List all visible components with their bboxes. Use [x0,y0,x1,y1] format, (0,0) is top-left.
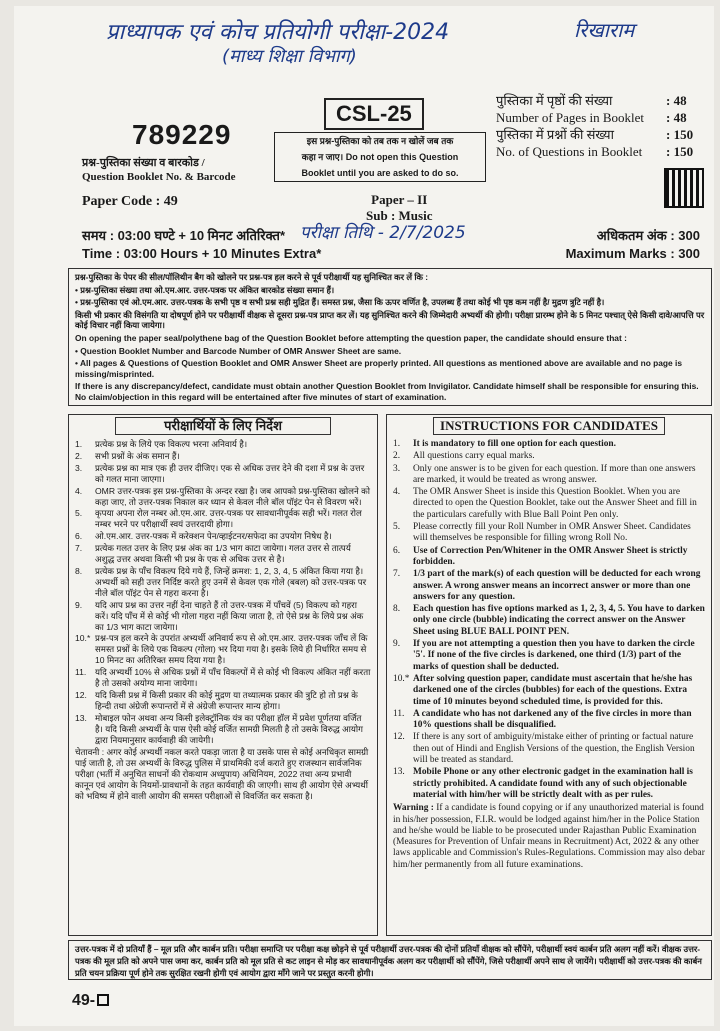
hindi-instructions-title: परीक्षार्थियों के लिए निर्देश [115,417,331,435]
item-number: 10.* [75,633,91,644]
notice-line-1: इस प्रश्न-पुस्तिका को तब तक न खोलें जब तक [306,136,454,146]
list-item [75,690,371,712]
handwritten-exam-title: प्राध्यापक एवं कोच प्रतियोगी परीक्षा-2024 [106,20,450,45]
item-number: 1. [75,439,83,449]
booklet-info [496,92,708,160]
item-text: ओ.एम.आर. उत्तर-पत्रक में करेक्शन पेन/व्हाईटनर/सफेदा का उपयोग निषेध है। [95,531,332,542]
item-number: 6. [75,531,83,542]
item-number: 7. [75,543,83,554]
item-number: 4. [393,487,401,498]
item-number: 13. [75,712,87,723]
list-item [75,439,371,450]
item-text: All questions carry equal marks. [413,451,535,462]
item-text: Please correctly fill your Roll Number in OMR Answer Sheet. Candidates will themselves be responsible for filling wrong Roll No. [413,522,691,544]
item-text: If you are not attempting a question then you have to darken the circle '5'. If none of the five circles is darkened, one third (1/3) part of the marks of question shall be deducted. [413,639,695,672]
english-warning: Warning : If a candidate is found copying or if any unauthorized material is found in his/her possession, F.I.R. would be lodged against him/her in the Police Station and he/she would be liable to be prosecuted under Rajasthan Public Examination (Measures for Prevention of Unfair means in Recruitment) Act, 2022 & any other laws applicable and Commission's Rules-Regulations. Commission may also debar him/her permanently from all future examinations. [393,803,705,870]
list-item [75,531,371,542]
answer-sheet-copy-note: उत्तर-पत्रक में दो प्रतियाँ हैं – मूल प्रति और कार्बन प्रति। परीक्षा समाप्ति पर परीक्षा कक्ष छोड़ने से पूर्व परीक्षार्थी उत्तर-पत्रक की दोनों प्रतियाँ वीक्षक को सौंपेंगे, परीक्षार्थी स्वयं कार्बन प्रति अलग नहीं करें। वीक्षक उत्तर-पत्रक की मूल प्रति को अपने पास जमा कर, कार्बन प्रति को मूल प्रति से कट लाइन से मोड़ कर सावधानीपूर्वक अलग कर परीक्षार्थी को सौंपेंगे, जिसे परीक्षार्थी अपने साथ ले जायेंगे। परीक्षार्थी को उत्तर-पत्रक की कार्बन प्रति चयन प्रक्रिया पूर्ण होने तक सुरक्षित रखनी होगी एवं आयोग द्वारा माँगे जाने पर प्रस्तुत करनी होगी। [68,940,712,980]
item-number: 9. [393,639,401,650]
handwritten-department: (माध्य शिक्षा विभाग) [222,46,357,67]
question-booklet-cover [14,6,714,1026]
list-item [75,486,371,508]
list-item [75,463,371,485]
hindi-instruction-list [75,439,371,745]
list-item [393,487,705,521]
item-number: 4. [75,485,83,496]
item-number: 5. [393,522,401,533]
list-item [75,667,371,689]
list-item [393,522,705,545]
pre-exam-checklist: प्रश्न-पुस्तिका के पेपर की सील/पॉलिथीन बैग को खोलने पर प्रश्न-पत्र हल करने से पूर्व परीक्षार्थी यह सुनिश्चित कर लें कि : • प्रश्न-पुस्तिका संख्या तथा ओ.एम.आर. उत्तर-पत्रक पर अंकित बारकोड संख्या समान हैं। • प्रश्न-पुस्तिका एवं ओ.एम.आर. उत्तर-पत्रक के सभी पृष्ठ व सभी प्रश्न सही मुद्रित हैं। समस्त प्रश्न, जैसा कि ऊपर वर्णित है, उपलब्ध हैं तथा कोई भी पृष्ठ कम नहीं है/ मुद्रण त्रुटि नहीं है। किसी भी प्रकार की विसंगति या दोषपूर्ण होने पर परीक्षार्थी वीक्षक से दूसरा प्रश्न-पत्र प्राप्त कर लें। यह सुनिश्चित करने की जिम्मेदारी अभ्यर्थी की होगी। परीक्षा प्रारम्भ होने के 5 मिनट पश्चात् ऐसे किसी दावे/आपत्ति पर कोई विचार नहीं किया जायेगा। On opening the paper seal/polythene bag of the Question Booklet before attempting the question paper, the candidate should ensure that : • Question Booklet Number and Barcode Number of OMR Answer Sheet are same. • All pages & Questions of Question Booklet and OMR Answer Sheet are properly printed. All questions as mentioned above are available and no page is missing/misprinted. If there is any discrepancy/defect, candidate must obtain another Question Booklet from Invigilator. Candidate himself shall be responsible for ensuring this. No claim/objection in this regard will be entertained after five minutes of start of examination. [68,268,712,406]
item-text: OMR उत्तर-पत्रक इस प्रश्न-पुस्तिका के अन्दर रखा है। जब आपको प्रश्न-पुस्तिका खोलने को कहा जाए, तो उत्तर-पत्रक निकाल कर ध्यान से केवल नीले बॉल पॉइंट पेन से विवरण भरें। [95,485,370,507]
item-number: 2. [75,450,83,461]
item-text: A candidate who has not darkened any of the five circles in more than 10% questions shall be disqualified. [413,708,692,731]
item-number: 11. [393,708,405,719]
booklet-number: 789229 [132,119,232,150]
item-text: After solving question paper, candidate must ascertain that he/she has darkened one of the circles (bubbles) for each of the questions. Extra time of 10 minutes beyond scheduled time, is provided for this. [413,673,693,707]
checkbox-icon [97,994,109,1006]
list-item [393,451,705,462]
item-number: 12. [393,732,405,743]
item-text: 1/3 part of the mark(s) of each question will be deducted for each wrong answer. A wrong answer means an incorrect answer or more than one answers for any question. [413,569,701,602]
list-item [393,464,705,487]
item-number: 3. [75,462,83,473]
item-number: 5. [75,508,83,519]
item-number: 9. [75,599,83,610]
list-item [393,604,705,638]
paper-number: Paper – II [371,192,428,207]
hindi-warning: चेतावनी : अगर कोई अभ्यर्थी नकल करते पकड़ा जाता है या उसके पास से कोई अनधिकृत सामग्री पाई जाती है, तो उस अभ्यर्थी के विरुद्ध पुलिस में प्राथमिकी दर्ज कराते हुए राजस्थान सार्वजनिक परीक्षा (भर्ती में अनुचित साधनों की रोकथाम अध्युपाय) अधिनियम, 2022 तथा अन्य प्रभावी कानून एवं आयोग के नियमों-प्रावधानों के तहत कार्यवाही की जाएगी। साथ ही आयोग ऐसे अभ्यर्थी को भविष्य में होने वाली आयोग की समस्त परीक्षाओं से विवर्जित कर सकता है। [75,747,369,802]
item-text: यदि किसी प्रश्न में किसी प्रकार की कोई मुद्रण या तथ्यात्मक प्रकार की त्रुटि हो तो प्रश्न के हिन्दी तथा अंग्रेजी रूपान्तरों में से अंग्रेजी रूपान्तर मान्य होगा। [95,689,358,711]
item-number: 1. [393,439,401,449]
list-item [75,600,371,633]
item-text: यदि आप प्रश्न का उत्तर नहीं देना चाहते हैं तो उत्तर-पत्रक में पाँचवें (5) विकल्प को गहरा करें। यदि पाँच में से कोई भी गोला गहरा नहीं किया जाता है, तो ऐसे प्रश्न के लिये प्रश्न अंक का 1/3 भाग काटा जायेगा। [95,599,364,632]
item-number: 13. [393,767,405,778]
item-text: मोबाइल फोन अथवा अन्य किसी इलेक्ट्रॉनिक यंत्र का परीक्षा हॉल में प्रवेश पूर्णतया वर्जित है। यदि किसी अभ्यर्थी के पास ऐसी कोई वर्जित सामग्री मिलती है तो उसके विरुद्ध आयोग द्वारा नियमानुसार कार्यवाही की जायेगी। [95,712,363,745]
item-text: कृपया अपना रोल नम्बर ओ.एम.आर. उत्तर-पत्रक पर सावधानीपूर्वक सही भरें। गलत रोल नम्बर भरने पर परीक्षार्थी स्वयं उत्तरदायी होगा। [95,508,362,530]
booklet-label: प्रश्न-पुस्तिका संख्या व बारकोड / Question Booklet No. & Barcode [82,157,236,183]
item-number: 8. [75,565,83,576]
item-text: प्रत्येक प्रश्न के पाँच विकल्प दिये गये हैं, जिन्हें क्रमश: 1, 2, 3, 4, 5 अंकित किया गया है। अभ्यर्थी को सही उत्तर निर्दिष्ट करते हुए उनमें से केवल एक गोले (बबल) को उत्तर-पत्रक पर नीले बॉल पॉइंट पेन से गहरा करना है। [95,565,367,598]
handwritten-signature: रिखाराम [574,18,635,42]
item-text: प्रत्येक गलत उत्तर के लिए प्रश्न अंक का 1/3 भाग काटा जायेगा। गलत उत्तर से तात्पर्य अशुद्ध उत्तर अथवा किसी भी प्रश्न के एक से अधिक उत्तर से है। [95,543,351,565]
pages-hi-row: पुस्तिका में पृष्ठों की संख्या : 48 [496,93,687,108]
list-item [75,713,371,746]
list-item [393,569,705,603]
item-text: Use of Correction Pen/Whitener in the OMR Answer Sheet is strictly forbidden. [413,545,688,567]
english-instruction-list [393,439,705,801]
handwritten-exam-date: परीक्षा तिथि - 2/7/2025 [300,223,466,243]
list-item [393,546,705,569]
item-number: 3. [393,463,401,474]
list-item [75,508,371,530]
item-number: 10.* [393,673,410,684]
series-code: CSL-25 [324,98,424,130]
notice-line-3: Booklet until you are asked to do so. [301,168,459,178]
english-instructions [386,414,712,936]
list-item [75,543,371,565]
item-text: If there is any sort of ambiguity/mistake either of printing or factual nature then out of Hindi and English Versions of the question, the English Version will be treated as standard. [413,732,695,766]
item-text: प्रश्न-पत्र हल करने के उपरांत अभ्यर्थी अनिवार्य रूप से ओ.एम.आर. उत्तर-पत्रक जाँच लें कि समस्त प्रश्नों के लिये एक विकल्प (गोला) भर दिया गया है। इसके लिये ही निर्धारित समय से 10 मिनट का अतिरिक्त समय दिया गया है। [95,633,368,666]
item-text: It is mandatory to fill one option for each question. [413,439,616,449]
item-text: The OMR Answer Sheet is inside this Question Booklet. When you are directed to open the Question Booklet, take out the Answer Sheet and fill in the particulars carefully with Blue Ball Point Pen only. [413,487,697,520]
item-text: यदि अभ्यर्थी 10% से अधिक प्रश्नों में पाँच विकल्पों में से कोई भी विकल्प अंकित नहीं करता है तो उसको अयोग्य माना जायेगा। [95,667,371,689]
item-text: प्रत्येक प्रश्न का मात्र एक ही उत्तर दीजिए। एक से अधिक उत्तर देने की दशा में प्रश्न के उत्तर को गलत माना जाएगा। [95,462,365,484]
item-number: 8. [393,604,401,615]
questions-hi-row: पुस्तिका में प्रश्नों की संख्या : 150 [496,127,694,142]
item-text: प्रत्येक प्रश्न के लिये एक विकल्प भरना अनिवार्य है। [95,439,248,449]
item-text: Each question has five options marked as 1, 2, 3, 4, 5. You have to darken only one circle (bubble) indicating the correct answer on the Answer Sheet using BLUE BALL POINT PEN. [413,604,705,637]
item-number: 11. [75,667,87,678]
list-item [75,633,371,666]
item-text: Only one answer is to be given for each question. If more than one answers are marked, it would be treated as wrong answer. [413,463,696,485]
english-instructions-title: INSTRUCTIONS FOR CANDIDATES [433,417,665,435]
list-item [393,709,705,732]
subject: Sub : Music [366,208,433,223]
notice-line-2: कहा न जाए। Do not open this Question [301,152,459,162]
list-item [75,451,371,462]
pages-en-row: Number of Pages in Booklet : 48 [496,110,687,125]
list-item [393,674,705,708]
item-number: 12. [75,689,87,700]
hindi-instructions [68,414,378,936]
questions-en-row: No. of Questions in Booklet : 150 [496,144,694,159]
exam-duration: समय : 03:00 घण्टे + 10 मिनट अतिरिक्त* Time : 03:00 Hours + 10 Minutes Extra* [82,228,322,261]
paper-code: Paper Code : 49 [82,194,178,209]
item-number: 6. [393,545,401,556]
list-item [393,439,705,450]
item-text: Mobile Phone or any other electronic gadget in the examination hall is strictly prohibited. A candidate found with any of such objectionable material with him/her will be strictly dealt with as per rules. [413,767,693,800]
list-item [75,566,371,599]
footer-code: 49- [72,992,109,1010]
item-number: 2. [393,451,401,462]
item-text: सभी प्रश्नों के अंक समान हैं। [95,450,180,461]
list-item [393,767,705,801]
item-number: 7. [393,569,401,580]
list-item [393,732,705,766]
maximum-marks: अधिकतम अंक : 300 Maximum Marks : 300 [565,228,700,261]
qr-code-icon [664,168,704,208]
do-not-open-notice [274,132,486,182]
list-item [393,639,705,673]
